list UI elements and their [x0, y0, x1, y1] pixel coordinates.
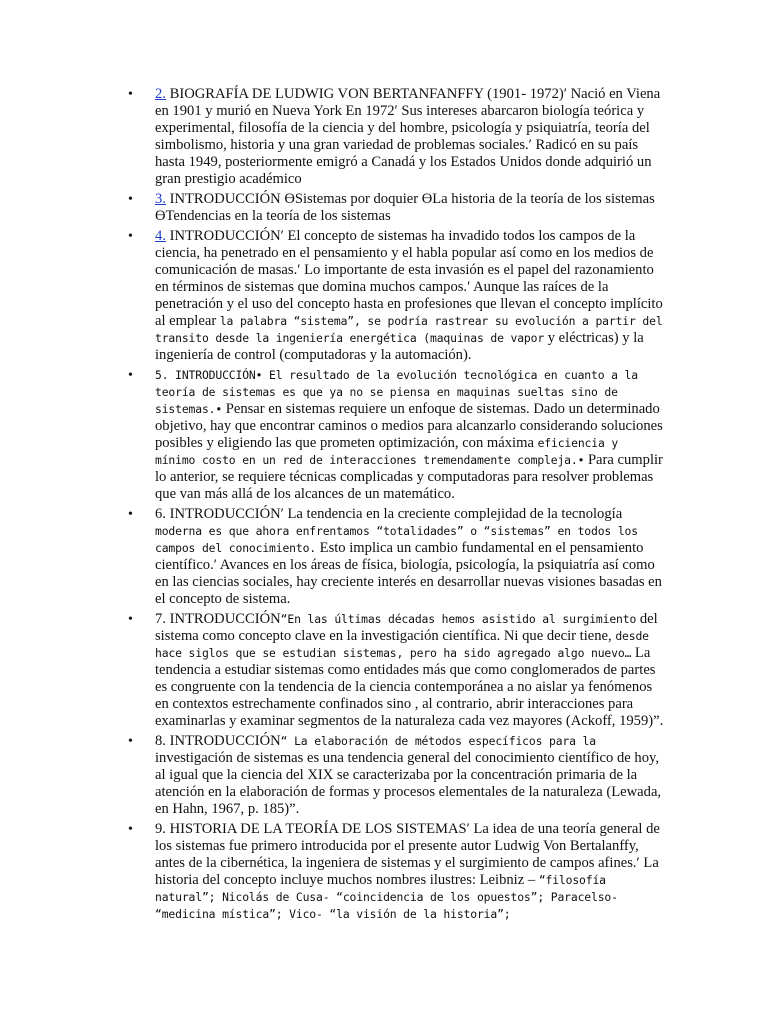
bullet-icon: •: [128, 734, 133, 749]
item-text: y eléctricas) y la ingeniería de control (computadoras y la automación).: [155, 330, 644, 363]
item-text-mono: moderna es que ahora enfrentamos “totalidades” o “sistemas” en todos los campos del conocimiento.: [155, 524, 638, 555]
bullet-icon: •: [128, 612, 133, 627]
list-item: [128, 367, 665, 503]
item-text-mono: la palabra “sistema”, se podría rastrear su evolución a partir del transito desde la ingeniería energética (maquinas de vapor: [155, 314, 663, 345]
list-item: [128, 821, 665, 923]
bullet-list: [128, 86, 665, 926]
bullet-icon: •: [128, 229, 133, 244]
item-text-mono: “ La elaboración de métodos específicos para la: [280, 734, 596, 748]
bullet-icon: •: [128, 507, 133, 522]
item-number-link[interactable]: 3.: [155, 191, 166, 207]
list-item: [128, 733, 665, 818]
item-text: 6. INTRODUCCIÓN′ La tendencia en la creciente complejidad de la tecnología: [155, 506, 623, 522]
list-item: [128, 506, 665, 608]
item-text-mono: “filosofía natural”; Nicolás de Cusa- “coincidencia de los opuestos”; Paracelso- “medicina mística”; Vico- “la visión de la historia”;: [155, 873, 618, 921]
item-text: INTRODUCCIÓN′ El concepto de sistemas ha invadido todos los campos de la ciencia, ha penetrado en el pensamiento y el habla popular así como en los medios de comunicación de masas.′ Lo importante de esta invasión es el papel del razonamiento en términos de sistemas que domina muchos campos.′ Aunque las raíces de la penetración y el uso del concepto hasta en profesiones que llevan el concepto implícito al emplear: [155, 228, 663, 329]
item-text: INTRODUCCIÓN ϴSistemas por doquier ϴLa historia de la teoría de los sistemas ϴTendencias en la teoría de los sistemas: [155, 191, 655, 224]
item-text: BIOGRAFÍA DE LUDWIG VON BERTANFANFFY (1901- 1972)′ Nació en Viena en 1901 y murió en Nueva York En 1972′ Sus intereses abarcaron biología teórica y experimental, filosofía de la ciencia y del hombre, psicología y psiquiatría, teoría del simbolismo, historia y una gran variedad de problemas sociales.′ Radicó en su país hasta 1949, posteriormente emigró a Canadá y los Estados Unidos donde adquirió un gran prestigio académico: [155, 86, 661, 187]
item-text-mono: 5. INTRODUCCIÓN• El resultado de la evolución tecnológica en cuanto a la teoría de sistemas es que ya no se piensa en maquinas sueltas sino de sistemas.•: [155, 368, 638, 416]
bullet-icon: •: [128, 87, 133, 102]
item-text: 8. INTRODUCCIÓN: [155, 733, 281, 749]
list-item: [128, 86, 665, 188]
item-text: 9. HISTORIA DE LA TEORÍA DE LOS SISTEMAS′ La idea de una teoría general de los sistemas fue primero introducida por el presente autor Ludwig Von Bertalanffy, antes de la cibernética, la ingeniera de sistemas y el surgimiento de campos afines.′ La historia del concepto incluye muchos nombres ilustres: Leibniz –: [155, 821, 660, 888]
item-text: Pensar en sistemas requiere un enfoque de sistemas. Dado un determinado objetivo, hay que encontrar caminos o medios para alcanzarlo considerando soluciones posibles y eligiendo las que prometen optimización, con máxima: [155, 401, 663, 451]
bullet-icon: •: [128, 368, 133, 383]
item-text: Para cumplir lo anterior, se requiere técnicas complicadas y computadoras para resolver problemas que van más allá de los alcances de un matemático.: [155, 452, 663, 502]
item-text: 7. INTRODUCCIÓN: [155, 611, 281, 627]
item-text-mono: desde hace siglos que se estudian sistemas, pero ha sido agregado algo nuevo…: [155, 629, 649, 660]
item-text: investigación de sistemas es una tendencia general del conocimiento científico de hoy, al igual que la ciencia del XIX se caracterizaba por la concentración primaria de la atención en la elaboración de formas y procesos elementales de la naturaleza (Lewada, en Hahn, 1967, p. 185)”.: [155, 750, 662, 817]
bullet-icon: •: [128, 192, 133, 207]
item-number-link[interactable]: 4.: [155, 228, 166, 244]
item-text: La tendencia a estudiar sistemas como entidades más que como conglomerados de partes es congruente con la tendencia de la ciencia contemporánea a no aislar ya fenómenos en contextos estrechamente confinados sino , al contrario, abrir interacciones para examinarlas y examinar segmentos de la naturaleza cada vez mayores (Ackoff, 1959)”.: [155, 645, 664, 729]
item-number-link[interactable]: 2.: [155, 86, 166, 102]
item-text-mono: “En las últimas décadas hemos asistido al surgimiento: [280, 612, 637, 626]
item-text-mono: eficiencia y mínimo costo en un red de interacciones tremendamente compleja.•: [155, 436, 619, 467]
list-item: [128, 611, 665, 730]
list-item: [128, 228, 665, 364]
list-item: [128, 191, 665, 225]
bullet-icon: •: [128, 822, 133, 837]
item-text: Esto implica un cambio fundamental en el pensamiento científico.′ Avances en los áreas de física, biología, psicología, la psiquiatría así como en las ciencias sociales, hay creciente interés en desarrollar nuevas visiones basadas en el concepto de sistema.: [155, 540, 662, 607]
item-text: del sistema como concepto clave en la investigación científica. Ni que decir tiene,: [155, 611, 658, 644]
